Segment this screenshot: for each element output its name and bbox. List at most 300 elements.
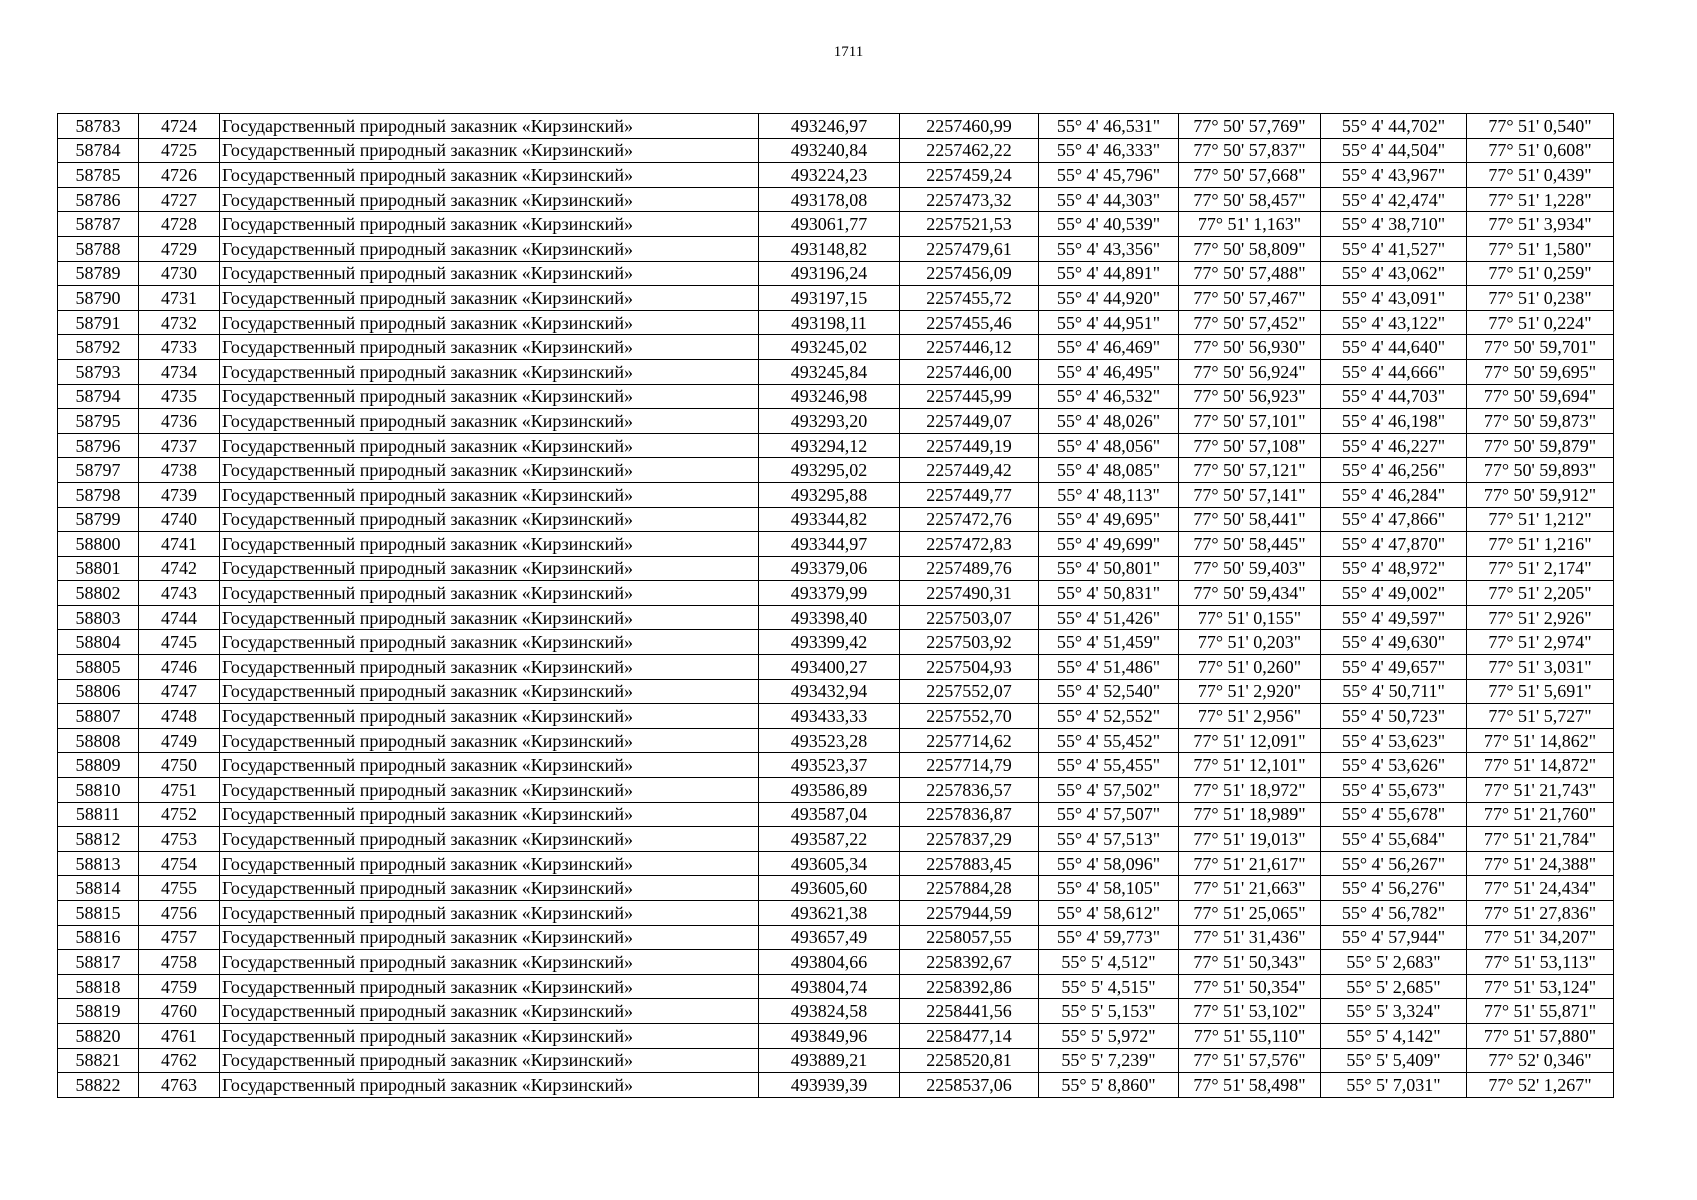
longitude-2-cell: 77° 50' 59,694" [1467, 384, 1614, 409]
longitude-1-cell: 77° 50' 56,924" [1179, 359, 1321, 384]
table-body [58, 114, 1614, 1098]
table-row [58, 409, 1614, 434]
latitude-2-cell: 55° 4' 48,972" [1321, 556, 1467, 581]
record-number-cell: 58822 [58, 1073, 139, 1098]
latitude-2-cell: 55° 4' 44,703" [1321, 384, 1467, 409]
record-number-cell: 58804 [58, 630, 139, 655]
longitude-2-cell: 77° 51' 3,031" [1467, 655, 1614, 680]
name-cell: Государственный природный заказник «Кирзинский» [220, 556, 759, 581]
x-coordinate-cell: 493804,66 [759, 950, 900, 975]
point-number-cell: 4731 [139, 286, 220, 311]
longitude-1-cell: 77° 50' 57,488" [1179, 261, 1321, 286]
latitude-1-cell: 55° 5' 8,860" [1039, 1073, 1179, 1098]
longitude-1-cell: 77° 51' 18,972" [1179, 778, 1321, 803]
name-cell: Государственный природный заказник «Кирзинский» [220, 286, 759, 311]
x-coordinate-cell: 493246,98 [759, 384, 900, 409]
name-cell: Государственный природный заказник «Кирзинский» [220, 950, 759, 975]
y-coordinate-cell: 2257445,99 [900, 384, 1039, 409]
latitude-2-cell: 55° 4' 55,678" [1321, 802, 1467, 827]
x-coordinate-cell: 493586,89 [759, 778, 900, 803]
latitude-2-cell: 55° 4' 53,623" [1321, 728, 1467, 753]
longitude-2-cell: 77° 51' 2,974" [1467, 630, 1614, 655]
longitude-2-cell: 77° 51' 21,743" [1467, 778, 1614, 803]
longitude-1-cell: 77° 50' 57,452" [1179, 310, 1321, 335]
x-coordinate-cell: 493587,04 [759, 802, 900, 827]
longitude-1-cell: 77° 50' 58,441" [1179, 507, 1321, 532]
y-coordinate-cell: 2257456,09 [900, 261, 1039, 286]
table-row [58, 114, 1614, 139]
point-number-cell: 4726 [139, 163, 220, 188]
name-cell: Государственный природный заказник «Кирзинский» [220, 974, 759, 999]
table-row [58, 704, 1614, 729]
latitude-2-cell: 55° 5' 2,685" [1321, 974, 1467, 999]
name-cell: Государственный природный заказник «Кирзинский» [220, 679, 759, 704]
longitude-2-cell: 77° 51' 0,259" [1467, 261, 1614, 286]
record-number-cell: 58783 [58, 114, 139, 139]
x-coordinate-cell: 493344,82 [759, 507, 900, 532]
table-row [58, 581, 1614, 606]
longitude-1-cell: 77° 50' 59,434" [1179, 581, 1321, 606]
x-coordinate-cell: 493587,22 [759, 827, 900, 852]
table-row [58, 532, 1614, 557]
name-cell: Государственный природный заказник «Кирзинский» [220, 384, 759, 409]
record-number-cell: 58796 [58, 433, 139, 458]
latitude-2-cell: 55° 4' 43,122" [1321, 310, 1467, 335]
point-number-cell: 4752 [139, 802, 220, 827]
table-row [58, 851, 1614, 876]
point-number-cell: 4739 [139, 482, 220, 507]
point-number-cell: 4755 [139, 876, 220, 901]
latitude-1-cell: 55° 5' 4,512" [1039, 950, 1179, 975]
table-row [58, 310, 1614, 335]
latitude-1-cell: 55° 4' 43,356" [1039, 236, 1179, 261]
record-number-cell: 58813 [58, 851, 139, 876]
name-cell: Государственный природный заказник «Кирзинский» [220, 1073, 759, 1098]
latitude-1-cell: 55° 4' 44,303" [1039, 187, 1179, 212]
record-number-cell: 58812 [58, 827, 139, 852]
latitude-1-cell: 55° 4' 52,540" [1039, 679, 1179, 704]
latitude-1-cell: 55° 4' 57,513" [1039, 827, 1179, 852]
name-cell: Государственный природный заказник «Кирзинский» [220, 261, 759, 286]
x-coordinate-cell: 493295,02 [759, 458, 900, 483]
longitude-1-cell: 77° 51' 0,155" [1179, 605, 1321, 630]
x-coordinate-cell: 493295,88 [759, 482, 900, 507]
table-row [58, 1073, 1614, 1098]
x-coordinate-cell: 493245,84 [759, 359, 900, 384]
longitude-2-cell: 77° 51' 24,434" [1467, 876, 1614, 901]
record-number-cell: 58787 [58, 212, 139, 237]
point-number-cell: 4727 [139, 187, 220, 212]
y-coordinate-cell: 2257552,70 [900, 704, 1039, 729]
table-row [58, 605, 1614, 630]
point-number-cell: 4760 [139, 999, 220, 1024]
longitude-2-cell: 77° 50' 59,912" [1467, 482, 1614, 507]
x-coordinate-cell: 493246,97 [759, 114, 900, 139]
longitude-1-cell: 77° 51' 21,617" [1179, 851, 1321, 876]
longitude-1-cell: 77° 50' 59,403" [1179, 556, 1321, 581]
point-number-cell: 4738 [139, 458, 220, 483]
name-cell: Государственный природный заказник «Кирзинский» [220, 630, 759, 655]
x-coordinate-cell: 493294,12 [759, 433, 900, 458]
record-number-cell: 58811 [58, 802, 139, 827]
longitude-2-cell: 77° 51' 2,174" [1467, 556, 1614, 581]
longitude-1-cell: 77° 50' 57,467" [1179, 286, 1321, 311]
latitude-1-cell: 55° 4' 44,891" [1039, 261, 1179, 286]
y-coordinate-cell: 2257446,00 [900, 359, 1039, 384]
record-number-cell: 58786 [58, 187, 139, 212]
x-coordinate-cell: 493849,96 [759, 1023, 900, 1048]
longitude-1-cell: 77° 50' 57,101" [1179, 409, 1321, 434]
y-coordinate-cell: 2257836,57 [900, 778, 1039, 803]
name-cell: Государственный природный заказник «Кирзинский» [220, 999, 759, 1024]
table-row [58, 335, 1614, 360]
latitude-1-cell: 55° 4' 51,459" [1039, 630, 1179, 655]
y-coordinate-cell: 2257472,83 [900, 532, 1039, 557]
latitude-2-cell: 55° 4' 55,673" [1321, 778, 1467, 803]
x-coordinate-cell: 493605,60 [759, 876, 900, 901]
name-cell: Государственный природный заказник «Кирзинский» [220, 482, 759, 507]
record-number-cell: 58803 [58, 605, 139, 630]
record-number-cell: 58820 [58, 1023, 139, 1048]
record-number-cell: 58788 [58, 236, 139, 261]
latitude-1-cell: 55° 4' 44,951" [1039, 310, 1179, 335]
y-coordinate-cell: 2257883,45 [900, 851, 1039, 876]
longitude-1-cell: 77° 51' 21,663" [1179, 876, 1321, 901]
point-number-cell: 4749 [139, 728, 220, 753]
latitude-2-cell: 55° 4' 46,198" [1321, 409, 1467, 434]
longitude-1-cell: 77° 51' 58,498" [1179, 1073, 1321, 1098]
y-coordinate-cell: 2257714,79 [900, 753, 1039, 778]
point-number-cell: 4733 [139, 335, 220, 360]
y-coordinate-cell: 2257473,32 [900, 187, 1039, 212]
y-coordinate-cell: 2258441,56 [900, 999, 1039, 1024]
y-coordinate-cell: 2257449,19 [900, 433, 1039, 458]
record-number-cell: 58801 [58, 556, 139, 581]
record-number-cell: 58814 [58, 876, 139, 901]
point-number-cell: 4736 [139, 409, 220, 434]
latitude-1-cell: 55° 4' 46,333" [1039, 138, 1179, 163]
x-coordinate-cell: 493824,58 [759, 999, 900, 1024]
x-coordinate-cell: 493061,77 [759, 212, 900, 237]
x-coordinate-cell: 493605,34 [759, 851, 900, 876]
latitude-2-cell: 55° 5' 3,324" [1321, 999, 1467, 1024]
point-number-cell: 4742 [139, 556, 220, 581]
longitude-2-cell: 77° 50' 59,695" [1467, 359, 1614, 384]
coordinates-table [57, 113, 1614, 1098]
point-number-cell: 4751 [139, 778, 220, 803]
longitude-1-cell: 77° 50' 56,923" [1179, 384, 1321, 409]
longitude-1-cell: 77° 50' 57,668" [1179, 163, 1321, 188]
latitude-1-cell: 55° 4' 44,920" [1039, 286, 1179, 311]
longitude-1-cell: 77° 50' 58,445" [1179, 532, 1321, 557]
point-number-cell: 4725 [139, 138, 220, 163]
x-coordinate-cell: 493939,39 [759, 1073, 900, 1098]
latitude-2-cell: 55° 4' 44,504" [1321, 138, 1467, 163]
longitude-2-cell: 77° 51' 0,238" [1467, 286, 1614, 311]
latitude-1-cell: 55° 4' 48,056" [1039, 433, 1179, 458]
longitude-2-cell: 77° 50' 59,873" [1467, 409, 1614, 434]
longitude-1-cell: 77° 51' 57,576" [1179, 1048, 1321, 1073]
point-number-cell: 4745 [139, 630, 220, 655]
longitude-1-cell: 77° 51' 53,102" [1179, 999, 1321, 1024]
x-coordinate-cell: 493432,94 [759, 679, 900, 704]
x-coordinate-cell: 493293,20 [759, 409, 900, 434]
x-coordinate-cell: 493804,74 [759, 974, 900, 999]
table-row [58, 950, 1614, 975]
y-coordinate-cell: 2257459,24 [900, 163, 1039, 188]
longitude-2-cell: 77° 51' 5,727" [1467, 704, 1614, 729]
y-coordinate-cell: 2257455,46 [900, 310, 1039, 335]
x-coordinate-cell: 493523,28 [759, 728, 900, 753]
x-coordinate-cell: 493399,42 [759, 630, 900, 655]
point-number-cell: 4746 [139, 655, 220, 680]
record-number-cell: 58794 [58, 384, 139, 409]
x-coordinate-cell: 493379,06 [759, 556, 900, 581]
latitude-2-cell: 55° 4' 38,710" [1321, 212, 1467, 237]
point-number-cell: 4748 [139, 704, 220, 729]
record-number-cell: 58792 [58, 335, 139, 360]
latitude-2-cell: 55° 4' 57,944" [1321, 925, 1467, 950]
latitude-1-cell: 55° 4' 48,085" [1039, 458, 1179, 483]
latitude-2-cell: 55° 4' 49,597" [1321, 605, 1467, 630]
y-coordinate-cell: 2258392,86 [900, 974, 1039, 999]
name-cell: Государственный природный заказник «Кирзинский» [220, 827, 759, 852]
latitude-2-cell: 55° 4' 44,666" [1321, 359, 1467, 384]
name-cell: Государственный природный заказник «Кирзинский» [220, 212, 759, 237]
name-cell: Государственный природный заказник «Кирзинский» [220, 138, 759, 163]
latitude-1-cell: 55° 4' 58,105" [1039, 876, 1179, 901]
longitude-2-cell: 77° 51' 27,836" [1467, 901, 1614, 926]
record-number-cell: 58790 [58, 286, 139, 311]
record-number-cell: 58789 [58, 261, 139, 286]
latitude-1-cell: 55° 4' 50,831" [1039, 581, 1179, 606]
point-number-cell: 4763 [139, 1073, 220, 1098]
latitude-2-cell: 55° 5' 5,409" [1321, 1048, 1467, 1073]
latitude-2-cell: 55° 4' 49,002" [1321, 581, 1467, 606]
latitude-1-cell: 55° 4' 46,495" [1039, 359, 1179, 384]
latitude-1-cell: 55° 5' 4,515" [1039, 974, 1179, 999]
name-cell: Государственный природный заказник «Кирзинский» [220, 1048, 759, 1073]
x-coordinate-cell: 493148,82 [759, 236, 900, 261]
table-row [58, 974, 1614, 999]
y-coordinate-cell: 2257472,76 [900, 507, 1039, 532]
longitude-2-cell: 77° 51' 21,784" [1467, 827, 1614, 852]
record-number-cell: 58793 [58, 359, 139, 384]
latitude-1-cell: 55° 4' 57,507" [1039, 802, 1179, 827]
latitude-2-cell: 55° 4' 43,091" [1321, 286, 1467, 311]
name-cell: Государственный природный заказник «Кирзинский» [220, 851, 759, 876]
latitude-1-cell: 55° 4' 49,699" [1039, 532, 1179, 557]
longitude-2-cell: 77° 50' 59,701" [1467, 335, 1614, 360]
table-row [58, 212, 1614, 237]
longitude-2-cell: 77° 51' 1,228" [1467, 187, 1614, 212]
point-number-cell: 4728 [139, 212, 220, 237]
name-cell: Государственный природный заказник «Кирзинский» [220, 409, 759, 434]
longitude-2-cell: 77° 51' 21,760" [1467, 802, 1614, 827]
x-coordinate-cell: 493197,15 [759, 286, 900, 311]
record-number-cell: 58815 [58, 901, 139, 926]
x-coordinate-cell: 493889,21 [759, 1048, 900, 1073]
longitude-2-cell: 77° 50' 59,879" [1467, 433, 1614, 458]
record-number-cell: 58784 [58, 138, 139, 163]
latitude-2-cell: 55° 4' 43,967" [1321, 163, 1467, 188]
latitude-1-cell: 55° 5' 5,153" [1039, 999, 1179, 1024]
longitude-2-cell: 77° 51' 53,124" [1467, 974, 1614, 999]
name-cell: Государственный природный заказник «Кирзинский» [220, 605, 759, 630]
y-coordinate-cell: 2257460,99 [900, 114, 1039, 139]
name-cell: Государственный природный заказник «Кирзинский» [220, 925, 759, 950]
longitude-1-cell: 77° 51' 0,260" [1179, 655, 1321, 680]
name-cell: Государственный природный заказник «Кирзинский» [220, 753, 759, 778]
y-coordinate-cell: 2257503,07 [900, 605, 1039, 630]
name-cell: Государственный природный заказник «Кирзинский» [220, 310, 759, 335]
record-number-cell: 58810 [58, 778, 139, 803]
longitude-2-cell: 77° 51' 0,540" [1467, 114, 1614, 139]
record-number-cell: 58797 [58, 458, 139, 483]
point-number-cell: 4724 [139, 114, 220, 139]
longitude-1-cell: 77° 51' 1,163" [1179, 212, 1321, 237]
latitude-1-cell: 55° 4' 55,455" [1039, 753, 1179, 778]
latitude-1-cell: 55° 4' 50,801" [1039, 556, 1179, 581]
y-coordinate-cell: 2257490,31 [900, 581, 1039, 606]
point-number-cell: 4756 [139, 901, 220, 926]
latitude-2-cell: 55° 5' 2,683" [1321, 950, 1467, 975]
record-number-cell: 58819 [58, 999, 139, 1024]
table-row [58, 433, 1614, 458]
record-number-cell: 58785 [58, 163, 139, 188]
name-cell: Государственный природный заказник «Кирзинский» [220, 728, 759, 753]
longitude-1-cell: 77° 50' 57,108" [1179, 433, 1321, 458]
table-row [58, 507, 1614, 532]
x-coordinate-cell: 493657,49 [759, 925, 900, 950]
longitude-1-cell: 77° 51' 2,920" [1179, 679, 1321, 704]
y-coordinate-cell: 2257449,77 [900, 482, 1039, 507]
latitude-2-cell: 55° 4' 44,702" [1321, 114, 1467, 139]
y-coordinate-cell: 2257479,61 [900, 236, 1039, 261]
name-cell: Государственный природный заказник «Кирзинский» [220, 1023, 759, 1048]
name-cell: Государственный природный заказник «Кирзинский» [220, 901, 759, 926]
y-coordinate-cell: 2258057,55 [900, 925, 1039, 950]
point-number-cell: 4743 [139, 581, 220, 606]
x-coordinate-cell: 493178,08 [759, 187, 900, 212]
y-coordinate-cell: 2257504,93 [900, 655, 1039, 680]
point-number-cell: 4735 [139, 384, 220, 409]
table-row [58, 630, 1614, 655]
latitude-1-cell: 55° 4' 46,469" [1039, 335, 1179, 360]
x-coordinate-cell: 493224,23 [759, 163, 900, 188]
table-row [58, 802, 1614, 827]
y-coordinate-cell: 2257462,22 [900, 138, 1039, 163]
latitude-1-cell: 55° 4' 46,531" [1039, 114, 1179, 139]
longitude-2-cell: 77° 52' 0,346" [1467, 1048, 1614, 1073]
latitude-2-cell: 55° 4' 56,276" [1321, 876, 1467, 901]
latitude-1-cell: 55° 5' 7,239" [1039, 1048, 1179, 1073]
longitude-2-cell: 77° 51' 57,880" [1467, 1023, 1614, 1048]
table-row [58, 261, 1614, 286]
point-number-cell: 4758 [139, 950, 220, 975]
longitude-2-cell: 77° 51' 2,926" [1467, 605, 1614, 630]
x-coordinate-cell: 493240,84 [759, 138, 900, 163]
longitude-2-cell: 77° 51' 14,862" [1467, 728, 1614, 753]
latitude-1-cell: 55° 4' 55,452" [1039, 728, 1179, 753]
longitude-1-cell: 77° 51' 0,203" [1179, 630, 1321, 655]
x-coordinate-cell: 493344,97 [759, 532, 900, 557]
latitude-1-cell: 55° 4' 59,773" [1039, 925, 1179, 950]
point-number-cell: 4750 [139, 753, 220, 778]
record-number-cell: 58791 [58, 310, 139, 335]
table-row [58, 753, 1614, 778]
longitude-1-cell: 77° 50' 57,141" [1179, 482, 1321, 507]
longitude-1-cell: 77° 51' 2,956" [1179, 704, 1321, 729]
name-cell: Государственный природный заказник «Кирзинский» [220, 532, 759, 557]
longitude-2-cell: 77° 51' 0,608" [1467, 138, 1614, 163]
latitude-1-cell: 55° 4' 52,552" [1039, 704, 1179, 729]
point-number-cell: 4732 [139, 310, 220, 335]
latitude-2-cell: 55° 4' 56,267" [1321, 851, 1467, 876]
x-coordinate-cell: 493621,38 [759, 901, 900, 926]
latitude-2-cell: 55° 4' 50,723" [1321, 704, 1467, 729]
record-number-cell: 58808 [58, 728, 139, 753]
record-number-cell: 58798 [58, 482, 139, 507]
y-coordinate-cell: 2257837,29 [900, 827, 1039, 852]
point-number-cell: 4729 [139, 236, 220, 261]
table-row [58, 655, 1614, 680]
table-row [58, 163, 1614, 188]
table-row [58, 901, 1614, 926]
longitude-2-cell: 77° 51' 1,216" [1467, 532, 1614, 557]
longitude-2-cell: 77° 51' 1,212" [1467, 507, 1614, 532]
record-number-cell: 58806 [58, 679, 139, 704]
point-number-cell: 4754 [139, 851, 220, 876]
record-number-cell: 58809 [58, 753, 139, 778]
longitude-1-cell: 77° 51' 50,343" [1179, 950, 1321, 975]
latitude-1-cell: 55° 4' 58,096" [1039, 851, 1179, 876]
longitude-1-cell: 77° 50' 57,121" [1179, 458, 1321, 483]
table-row [58, 778, 1614, 803]
point-number-cell: 4730 [139, 261, 220, 286]
longitude-2-cell: 77° 51' 55,871" [1467, 999, 1614, 1024]
y-coordinate-cell: 2257521,53 [900, 212, 1039, 237]
longitude-1-cell: 77° 51' 18,989" [1179, 802, 1321, 827]
longitude-2-cell: 77° 51' 53,113" [1467, 950, 1614, 975]
latitude-2-cell: 55° 4' 46,284" [1321, 482, 1467, 507]
record-number-cell: 58817 [58, 950, 139, 975]
table-row [58, 359, 1614, 384]
table-row [58, 384, 1614, 409]
longitude-1-cell: 77° 51' 12,091" [1179, 728, 1321, 753]
record-number-cell: 58805 [58, 655, 139, 680]
y-coordinate-cell: 2258520,81 [900, 1048, 1039, 1073]
y-coordinate-cell: 2257552,07 [900, 679, 1039, 704]
record-number-cell: 58807 [58, 704, 139, 729]
name-cell: Государственный природный заказник «Кирзинский» [220, 507, 759, 532]
table-row [58, 286, 1614, 311]
table-row [58, 236, 1614, 261]
table-row [58, 925, 1614, 950]
latitude-2-cell: 55° 4' 44,640" [1321, 335, 1467, 360]
name-cell: Государственный природный заказник «Кирзинский» [220, 802, 759, 827]
name-cell: Государственный природный заказник «Кирзинский» [220, 704, 759, 729]
latitude-1-cell: 55° 4' 48,113" [1039, 482, 1179, 507]
latitude-2-cell: 55° 4' 47,866" [1321, 507, 1467, 532]
longitude-1-cell: 77° 50' 58,809" [1179, 236, 1321, 261]
name-cell: Государственный природный заказник «Кирзинский» [220, 335, 759, 360]
latitude-2-cell: 55° 4' 56,782" [1321, 901, 1467, 926]
latitude-1-cell: 55° 4' 57,502" [1039, 778, 1179, 803]
longitude-1-cell: 77° 50' 58,457" [1179, 187, 1321, 212]
latitude-1-cell: 55° 4' 51,486" [1039, 655, 1179, 680]
longitude-2-cell: 77° 51' 0,439" [1467, 163, 1614, 188]
